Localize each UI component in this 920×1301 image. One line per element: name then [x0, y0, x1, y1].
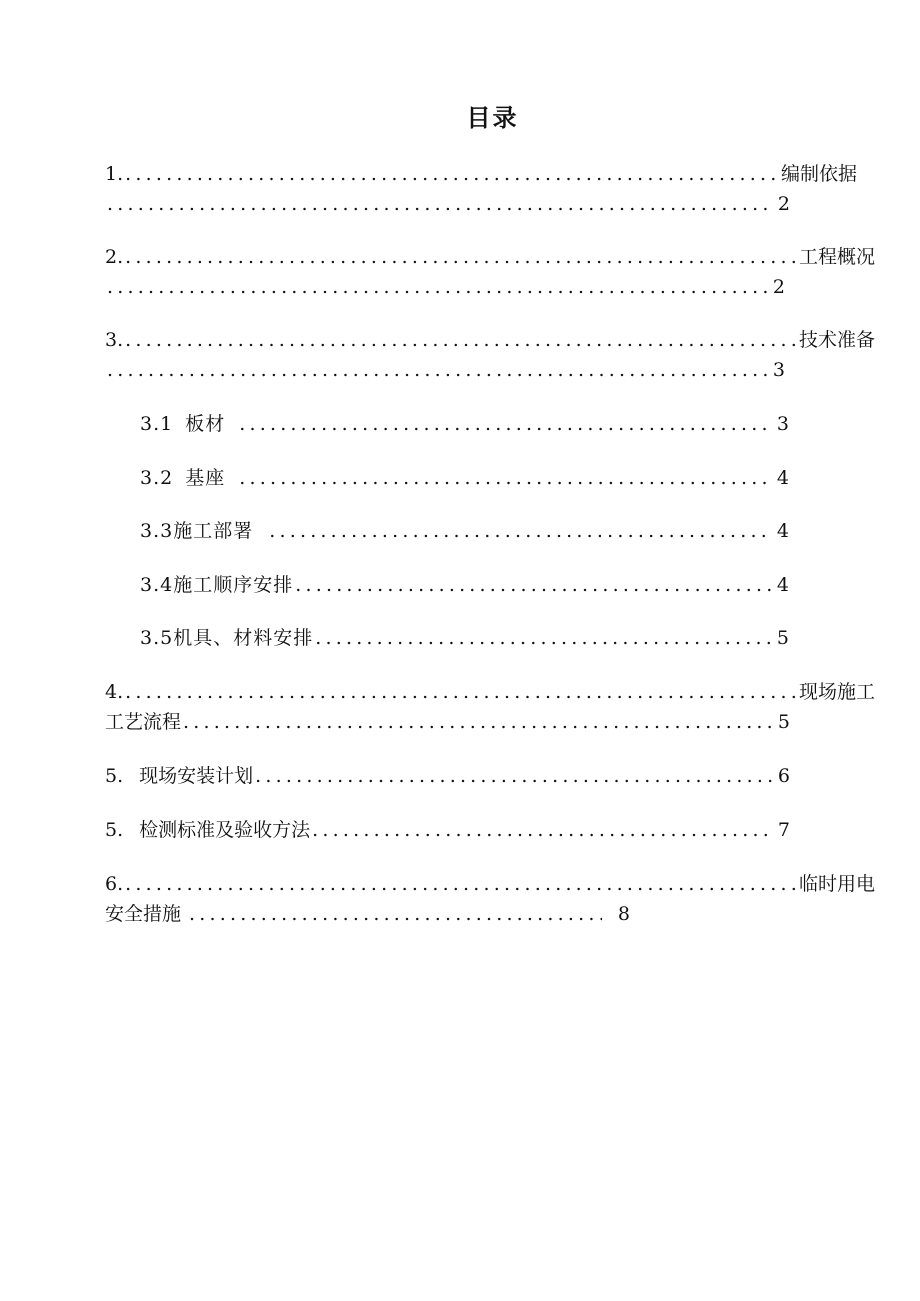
dot-leader [255, 764, 772, 788]
dot-leader [315, 626, 771, 650]
toc-entry-title: 编制依据 [780, 163, 857, 185]
toc-entry-number: 1. [105, 163, 124, 185]
dot-leader [107, 275, 767, 299]
toc-entry-number: 3.3 [140, 520, 174, 542]
toc-entry-title: 技术准备 [798, 329, 875, 351]
toc-entry-title: 板材 [185, 413, 226, 435]
toc-entry-number: 6. [105, 873, 124, 895]
toc-entry-1-line-1 [105, 162, 857, 186]
dot-leader [312, 818, 772, 842]
toc-entry-title: 基座 [185, 467, 226, 489]
toc-entry-page: 2 [777, 193, 790, 215]
dot-leader [269, 519, 771, 543]
toc-entry-3-line-2 [105, 358, 785, 382]
dot-leader [107, 358, 767, 382]
toc-entry-4-line-2 [105, 710, 790, 734]
toc-entry-3-2 [140, 466, 790, 490]
toc-entry-5b [105, 818, 790, 842]
toc-entry-6-line-2 [105, 902, 630, 926]
dot-leader [239, 466, 771, 490]
toc-entry-title: 检测标准及验收方法 [139, 819, 311, 841]
toc-entry-6-line-1 [105, 872, 875, 896]
dot-leader [125, 872, 797, 896]
toc-entry-2-line-1 [105, 245, 875, 269]
toc-entry-title: 工程概况 [798, 246, 875, 268]
toc-entry-2-line-2 [105, 275, 785, 299]
toc-entry-title-part-2: 安全措施 [105, 903, 182, 925]
toc-entry-3-5 [140, 626, 790, 650]
toc-entry-3-1 [140, 412, 790, 436]
toc-entry-number: 3. [105, 329, 124, 351]
toc-entry-title-part-1: 现场施工 [798, 681, 875, 703]
dot-leader [125, 328, 797, 352]
dot-leader [125, 245, 797, 269]
dot-leader [189, 902, 602, 926]
toc-entry-title-part-1: 临时用电 [798, 873, 875, 895]
toc-entry-number: 3.1 [140, 413, 174, 435]
toc-entry-page: 2 [772, 276, 785, 298]
toc-entry-page: 5 [776, 627, 790, 649]
toc-entry-title: 现场安装计划 [139, 765, 254, 787]
toc-entry-page: 7 [777, 819, 790, 841]
toc-entry-5a [105, 764, 790, 788]
toc-entry-3-4 [140, 573, 790, 597]
toc-entry-page: 3 [776, 413, 790, 435]
toc-entry-number: 3.4 [140, 574, 174, 596]
toc-entry-title: 施工部署 [173, 520, 254, 542]
toc-entry-page: 6 [777, 765, 790, 787]
toc-entry-page: 4 [776, 574, 790, 596]
toc-entry-number: 3.2 [140, 467, 174, 489]
toc-entry-page: 4 [776, 520, 790, 542]
toc-entry-title: 机具、材料安排 [173, 627, 314, 649]
toc-entry-4-line-1 [105, 680, 875, 704]
toc-entry-page: 3 [772, 359, 785, 381]
toc-entry-title: 施工顺序安排 [173, 574, 294, 596]
toc-entry-page: 8 [617, 903, 630, 925]
toc-entry-page: 4 [776, 467, 790, 489]
toc-entry-number: 5. [105, 765, 124, 787]
toc-entry-number: 4. [105, 681, 124, 703]
toc-entry-1-line-2 [105, 192, 790, 216]
toc-entry-number: 2. [105, 246, 124, 268]
toc-entry-3-3 [140, 519, 790, 543]
dot-leader [125, 162, 779, 186]
dot-leader [107, 192, 772, 216]
dot-leader [125, 680, 797, 704]
dot-leader [295, 573, 771, 597]
toc-entry-number: 5. [105, 819, 124, 841]
page-title: 目录 [466, 104, 519, 132]
dot-leader [183, 710, 772, 734]
toc-entry-number: 3.5 [140, 627, 174, 649]
toc-entry-page: 5 [777, 711, 790, 733]
toc-entry-3-line-1 [105, 328, 875, 352]
dot-leader [239, 412, 771, 436]
toc-entry-title-part-2: 工艺流程 [105, 711, 182, 733]
